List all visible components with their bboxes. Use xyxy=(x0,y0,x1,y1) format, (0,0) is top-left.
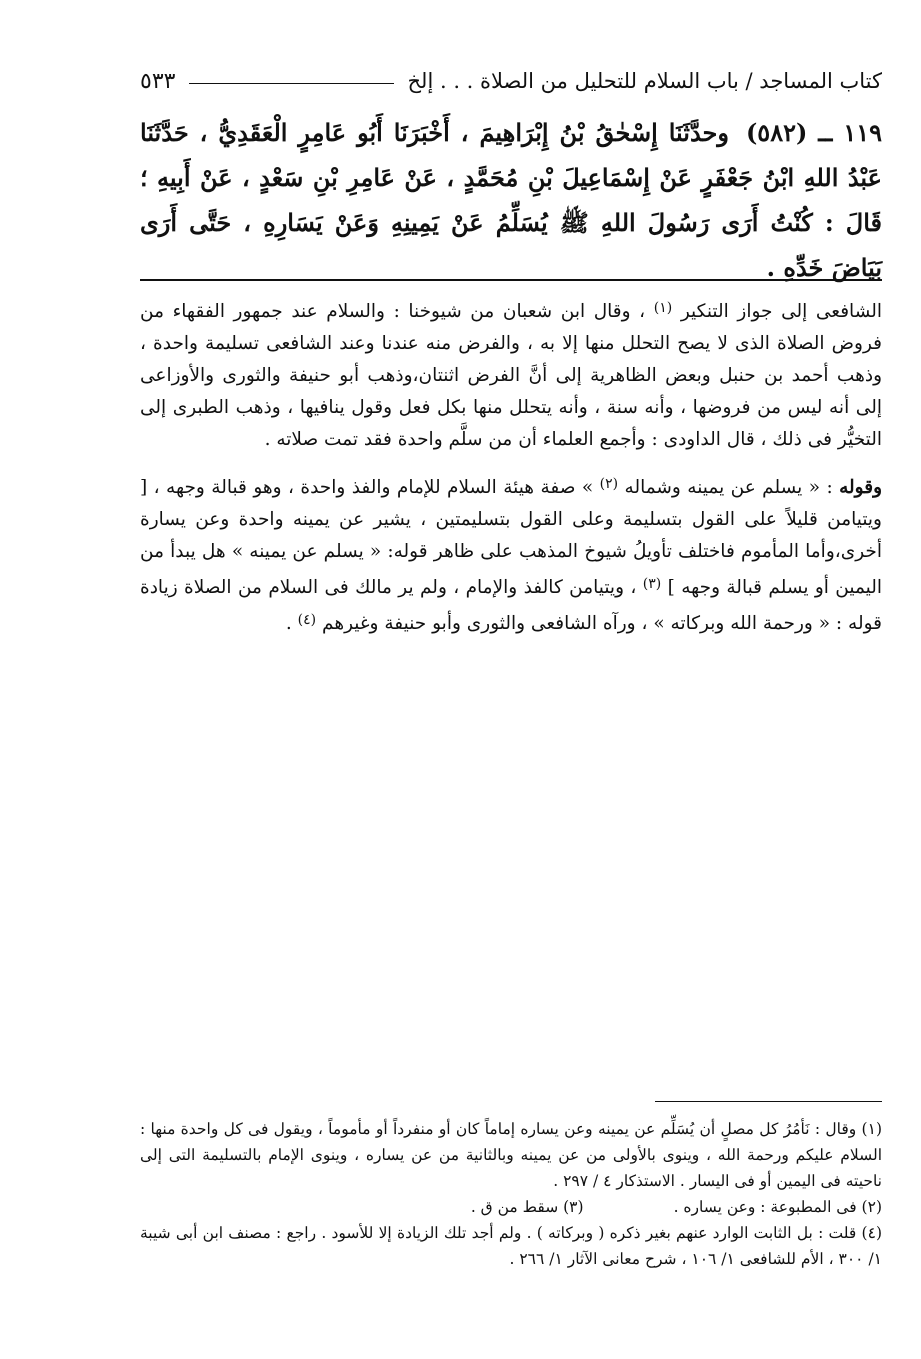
header-rule xyxy=(189,83,393,84)
footnote-divider xyxy=(655,1101,882,1102)
commentary-text: : « يسلم عن يمينه وشماله xyxy=(624,477,833,498)
commentary-block xyxy=(140,292,882,640)
commentary-text: . xyxy=(285,613,292,634)
commentary-paragraph xyxy=(140,468,882,640)
footnote-1: (١) وقال : نَأمُرُ كل مصلٍ أن يُسَلِّم عن يمينه وعن يساره إماماً كان أو منفرداً أو مأموماً ، ويقول فى كل واحدة منها : السلام عليكم ورحمة الله ، وينوى بالأولى من عن يمينه وبالثانية من عن يساره ، وينوى الإمام بالتسليمة التى إلى ناحيته فى اليمين أو فى اليسار . الاستذكار ٤ / ٢٩٧ . xyxy=(140,1120,882,1190)
commentary-text: ، ويتيامن كالفذ والإمام ، ولم ير مالك فى السلام من الصلاة زيادة قوله : « ورحمة الله وبركاته » ، ورآه الشافعى والثورى وأبو حنيفة وغيرهم xyxy=(140,577,882,634)
footnote-ref-2: (٢) xyxy=(599,476,619,492)
footnote-ref-3: (٣) xyxy=(642,576,662,592)
commentary-paragraph xyxy=(140,292,882,456)
hadith-text: وحدَّثَنَا إِسْحٰقُ بْنُ إِبْرَاهِيمَ ، أَخْبَرَنَا أَبُو عَامِرٍ الْعَقَدِيُّ ، حَدَّثَنَا عَبْدُ اللهِ ابْنُ جَعْفَرٍ عَنْ إِسْمَاعِيلَ بْنِ مُحَمَّدٍ ، عَنْ عَامِرِ بْنِ سَعْدٍ ، عَنْ أَبِيهِ ؛ قَالَ : كُنْتُ أَرَى رَسُولَ اللهِ ﷺ يُسَلِّمُ عَنْ يَمِينِهِ وَعَنْ يَسَارِهِ ، حَتَّى أَرَى بَيَاضَ خَدِّهِ . xyxy=(140,118,882,282)
footnote-row xyxy=(140,1194,882,1220)
commentary-text: الشافعى إلى جواز التنكير xyxy=(680,301,882,322)
footnote-ref-1: (١) xyxy=(653,300,673,316)
hadith-number: ١١٩ ــ (٥٨٢) xyxy=(745,118,882,147)
chapter-title: كتاب المساجد / باب السلام للتحليل من الصلاة . . . إلخ xyxy=(407,69,882,93)
commentary-text: ، وقال ابن شعبان من شيوخنا : والسلام عند جمهور الفقهاء من فروض الصلاة الذى لا يصح التحلل منها إلا به ، والفرض منه عندنا وعند الشافعى تسليمة واحدة ، وذهب أحمد بن حنبل وبعض الظاهرية إلى أنَّ الفرض اثنتان،وذهب أبو حنيفة والثورى والأوزاعى إلى أنه ليس من فروضها ، وأنه سنة ، وأنه يتحلل منها بكل فعل وقول ينافيها ، وذهب الطبرى إلى التخيُّر فى ذلك ، قال الداودى : وأجمع العلماء أن من سلَّم واحدة فقد تمت صلاته . xyxy=(140,301,882,450)
commentary-text: » صفة هيئة السلام للإمام والفذ واحدة ، وهو قبالة وجهه ، [ ويتيامن قليلاً على القول بتسليمة وعلى القول بتسليمتين ، يشير عن يمينه واحدة وعن يسارة أخرى،وأما المأموم فاختلف تأويلُ شيوخ المذهب على ظاهر قوله: « يسلم عن يمينه » هل يبدأ من اليمين أو يسلم قبالة وجهه ] xyxy=(140,477,883,598)
footnote-2: (٢) فى المطبوعة : وعن يساره . xyxy=(673,1198,882,1216)
hadith-text-block xyxy=(140,110,882,290)
footnotes-block xyxy=(140,1116,882,1272)
page-number: ٥٣٣ xyxy=(140,68,176,94)
footnote-3: (٣) سقط من ق . xyxy=(470,1198,584,1216)
footnote-ref-4: (٤) xyxy=(297,612,317,628)
commentary-keyword: وقوله xyxy=(839,477,883,498)
footnote-4: (٤) قلت : بل الثابت الوارد عنهم بغير ذكره ( وبركاته ) . ولم أجد تلك الزيادة إلا للأسود . راجع : مصنف ابن أبى شيبة ١/ ٣٠٠ ، الأم للشافعى ١/ ١٠٦ ، شرح معانى الآثار ١/ ٢٦٦ . xyxy=(140,1224,882,1268)
running-header xyxy=(140,64,882,98)
text-divider xyxy=(140,279,882,281)
